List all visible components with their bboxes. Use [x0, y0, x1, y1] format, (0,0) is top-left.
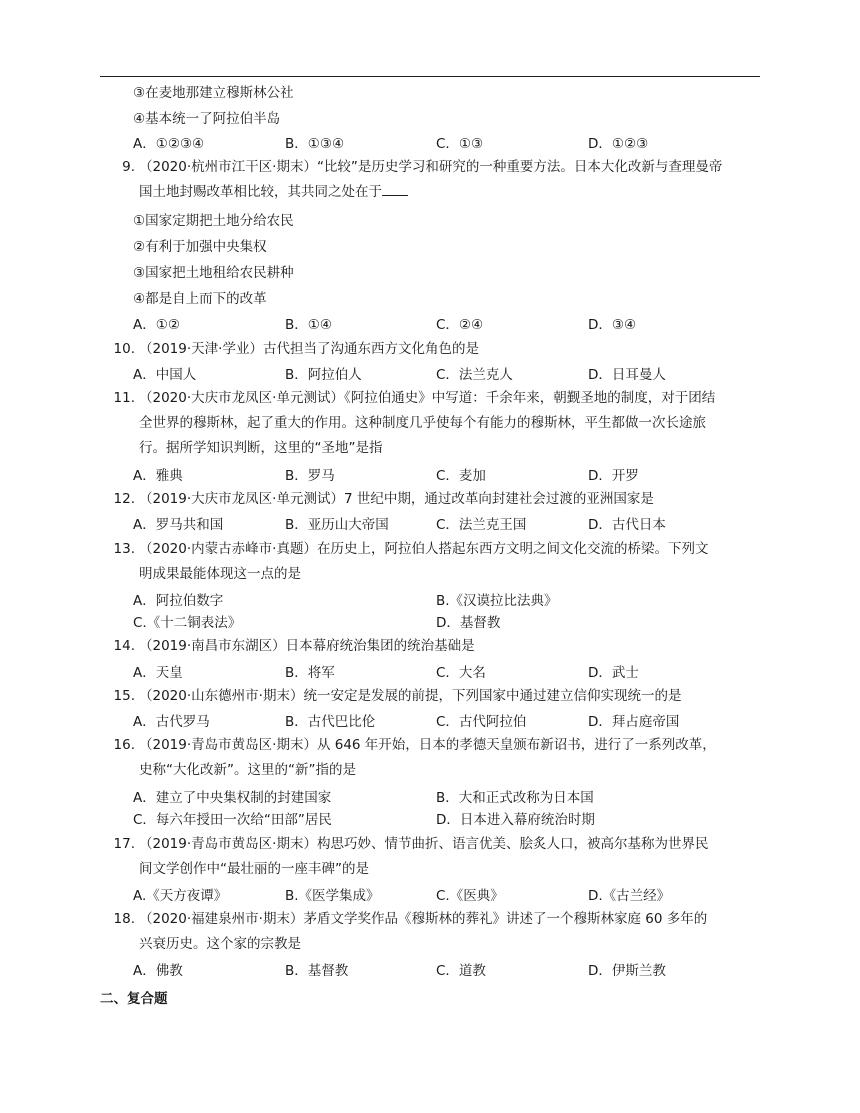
question-stem: （2019·南昌市东湖区）日本幕府统治集团的统治基础是: [139, 638, 475, 654]
q16-option-d[interactable]: D．日本进入幕府统治时期: [436, 812, 595, 828]
question-number: 12.: [113, 491, 135, 507]
q14-option-a[interactable]: A．天皇: [133, 665, 183, 681]
q9-option-c[interactable]: C．②④: [436, 317, 484, 333]
q10-option-c[interactable]: C．法兰克人: [436, 367, 513, 383]
q10-option-b[interactable]: B．阿拉伯人: [285, 367, 362, 383]
q18-options: [133, 962, 763, 980]
q18-option-a[interactable]: A．佛教: [133, 963, 183, 979]
question-stem-cont: 全世界的穆斯林，起了重大的作用。这种制度几乎使每个有能力的穆斯林，平生都做一次长途旅: [139, 415, 706, 431]
question-stem: （2019·天津·学业）古代担当了沟通东西方文化角色的是: [139, 341, 479, 357]
header-rule: [100, 76, 760, 77]
question-stem: （2019·青岛市黄岛区·期末）构思巧妙、情节曲折、语言优美、脍炙人口，被高尔基称为世界民: [139, 836, 709, 852]
q13-options-row1: [133, 592, 763, 610]
question-stem-cont: 史称“大化改新”。这里的“新”指的是: [139, 762, 356, 778]
question-stem: （2019·青岛市黄岛区·期末）从 646 年开始，日本的孝德天皇颁布新诏书，进行了一系列改革，: [139, 737, 716, 753]
q17-option-a[interactable]: A.《天方夜谭》: [133, 888, 228, 904]
answer-blank[interactable]: [382, 181, 408, 196]
q18-option-b[interactable]: B．基督教: [285, 963, 349, 979]
q17-option-d[interactable]: D.《古兰经》: [588, 888, 671, 904]
question-18: [108, 907, 763, 957]
q12-option-a[interactable]: A．罗马共和国: [133, 517, 224, 533]
question-number: 16.: [113, 737, 135, 753]
q13-option-c[interactable]: C.《十二铜表法》: [133, 615, 242, 631]
q9-statement-4: ④都是自上而下的改革: [133, 291, 267, 307]
question-stem-cont: 行。据所学知识判断，这里的“圣地”是指: [139, 440, 383, 456]
q12-options: [133, 516, 763, 534]
q13-option-a[interactable]: A．阿拉伯数字: [133, 593, 224, 609]
question-stem-cont: 间文学创作中“最壮丽的一座丰碑”的是: [139, 861, 369, 877]
question-10: [108, 337, 763, 362]
q14-option-b[interactable]: B．将军: [285, 665, 335, 681]
question-stem: （2020·内蒙古赤峰市·真题）在历史上，阿拉伯人搭起东西方文明之间文化交流的桥梁。下列文: [139, 541, 709, 557]
q17-option-c[interactable]: C.《医典》: [436, 888, 504, 904]
question-number: 14.: [113, 638, 135, 654]
q13-option-d[interactable]: D．基督教: [436, 615, 501, 631]
question-stem: （2020·福建泉州市·期末）茅盾文学奖作品《穆斯林的葬礼》讲述了一个穆斯林家庭 60 多年的: [139, 911, 708, 927]
q11-option-a[interactable]: A．雅典: [133, 468, 183, 484]
question-number: 18.: [113, 911, 135, 927]
q10-option-a[interactable]: A．中国人: [133, 367, 197, 383]
q17-option-b[interactable]: B.《医学集成》: [285, 888, 380, 904]
question-15: [108, 684, 763, 709]
question-number: 11.: [113, 390, 135, 406]
q15-option-a[interactable]: A．古代罗马: [133, 714, 210, 730]
q9-statement-1: ①国家定期把土地分给农民: [133, 213, 294, 229]
q8-option-d[interactable]: D．①②③: [588, 136, 649, 152]
q15-option-b[interactable]: B．古代巴比伦: [285, 714, 376, 730]
q12-option-c[interactable]: C．法兰克王国: [436, 517, 527, 533]
question-stem-cont: 兴衰历史。这个家的宗教是: [139, 936, 301, 952]
q9-statement-2: ②有利于加强中央集权: [133, 239, 267, 255]
q9-statement-3: ③国家把土地租给农民耕种: [133, 265, 294, 281]
q16-options-row1: [133, 789, 763, 807]
question-stem: （2020·山东德州市·期末）统一安定是发展的前提，下列国家中通过建立信仰实现统一的是: [139, 688, 682, 704]
question-17: [108, 832, 763, 882]
q11-option-d[interactable]: D．开罗: [588, 468, 639, 484]
q9-options: [133, 316, 763, 334]
q13-options-row2: [133, 614, 763, 632]
question-stem: （2020·杭州市江干区·期末）“比较”是历史学习和研究的一种重要方法。日本大化改新与查理曼帝: [139, 159, 723, 175]
q16-option-c[interactable]: C．每六年授田一次给“田部”居民: [133, 812, 332, 828]
q14-option-c[interactable]: C．大名: [436, 665, 486, 681]
question-number: 9.: [122, 159, 135, 175]
q8-options: [133, 135, 763, 153]
q8-option-a[interactable]: A．①②③④: [133, 136, 205, 152]
question-9: [108, 155, 763, 205]
question-16: [108, 733, 763, 783]
q13-option-b[interactable]: B.《汉谟拉比法典》: [436, 593, 558, 609]
q16-option-b[interactable]: B．大和正式改称为日本国: [436, 790, 594, 806]
q9-option-d[interactable]: D．③④: [588, 317, 637, 333]
q11-option-c[interactable]: C．麦加: [436, 468, 486, 484]
q10-option-d[interactable]: D．日耳曼人: [588, 367, 666, 383]
q12-option-b[interactable]: B．亚历山大帝国: [285, 517, 389, 533]
q16-option-a[interactable]: A．建立了中央集权制的封建国家: [133, 790, 332, 806]
section-heading: 二、复合题: [100, 991, 168, 1007]
question-number: 17.: [113, 836, 135, 852]
question-12: [108, 487, 763, 512]
question-number: 10.: [113, 341, 135, 357]
statement-3: ③在麦地那建立穆斯林公社: [133, 85, 294, 101]
q15-options: [133, 713, 763, 731]
q15-option-c[interactable]: C．古代阿拉伯: [436, 714, 527, 730]
q12-option-d[interactable]: D．古代日本: [588, 517, 666, 533]
question-14: [108, 634, 763, 659]
q17-options: [133, 887, 763, 905]
q14-options: [133, 664, 763, 682]
q18-option-c[interactable]: C．道教: [436, 963, 486, 979]
q14-option-d[interactable]: D．武士: [588, 665, 639, 681]
q18-option-d[interactable]: D．伊斯兰教: [588, 963, 666, 979]
q8-option-c[interactable]: C．①③: [436, 136, 484, 152]
q10-options: [133, 366, 763, 384]
question-13: [108, 537, 763, 587]
statement-4: ④基本统一了阿拉伯半岛: [133, 111, 281, 127]
question-stem: （2019·大庆市龙凤区·单元测试）7 世纪中期，通过改革向封建社会过渡的亚洲国家是: [139, 491, 654, 507]
q15-option-d[interactable]: D．拜占庭帝国: [588, 714, 680, 730]
question-number: 13.: [113, 541, 135, 557]
q9-option-b[interactable]: B．①④: [285, 317, 332, 333]
question-number: 15.: [113, 688, 135, 704]
q9-option-a[interactable]: A．①②: [133, 317, 180, 333]
question-11: [108, 386, 763, 461]
q16-options-row2: [133, 811, 763, 829]
question-stem-cont: 国土地封赐改革相比较，其共同之处在于: [139, 184, 382, 200]
q11-option-b[interactable]: B．罗马: [285, 468, 335, 484]
question-stem-cont: 明成果最能体现这一点的是: [139, 566, 301, 582]
q8-option-b[interactable]: B．①③④: [285, 136, 345, 152]
question-stem: （2020·大庆市龙凤区·单元测试）《阿拉伯通史》中写道：千余年来，朝觐圣地的制度，对于团结: [139, 390, 716, 406]
q11-options: [133, 467, 763, 485]
